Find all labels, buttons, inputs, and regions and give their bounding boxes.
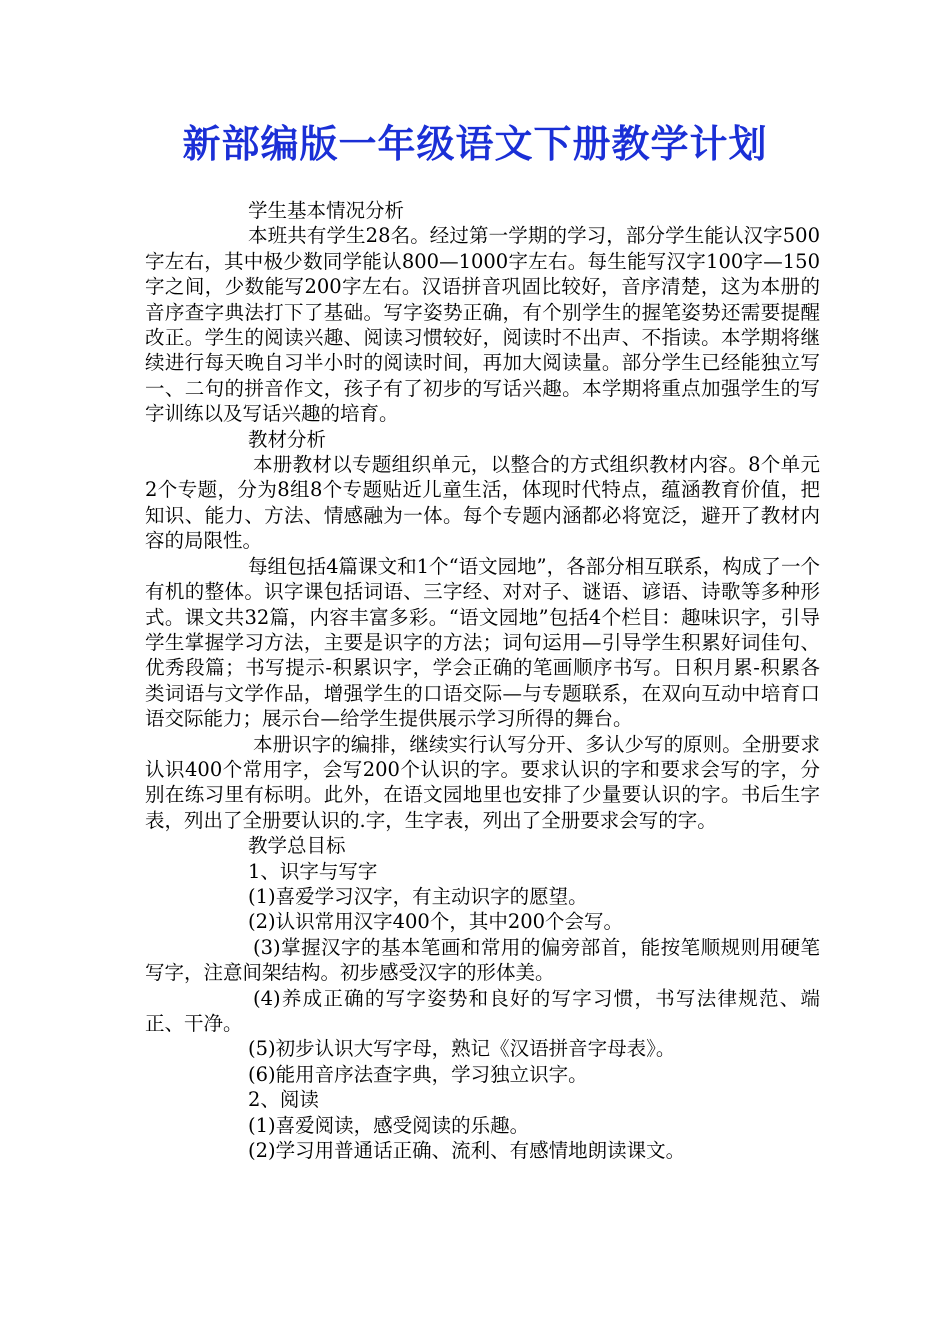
section-heading-student-analysis: 学生基本情况分析 [248, 199, 405, 222]
paragraph-textbook-analysis-1: 本册教材以专题组织单元，以整合的方式组织教材内容。8个单元2个专题，分为8组8个专题贴近儿童生活，体现时代特点，蕴涵教育价值，把知识、能力、方法、情感融为一体。每个专题内涵都必将宽泛，避开了教材内容的局限性。 [145, 453, 820, 553]
subheading-reading: 2、阅读 [248, 1088, 319, 1112]
list-item: (3)掌握汉字的基本笔画和常用的偏旁部首，能按笔顺规则用硬笔写字，注意间架结构。初步感受汉字的形体美。 [145, 935, 820, 985]
list-item: (2)学习用普通话正确、流利、有感情地朗读课文。 [248, 1139, 686, 1163]
paragraph-textbook-analysis-3: 本册识字的编排，继续实行认写分开、多认少写的原则。全册要求认识400个常用字，会写200个认识的字。要求认识的字和要求会写的字，分别在练习里有标明。此外，在语文园地里也安排了少量要认识的字。书后生字表，列出了全册要认识的.字，生字表，列出了全册要求会写的字。 [145, 732, 820, 832]
section-heading-textbook-analysis: 教材分析 [248, 427, 327, 451]
section-heading-goals: 教学总目标 [248, 834, 346, 858]
document-body [145, 198, 820, 1163]
document-title: 新部编版一年级语文下册教学计划 [182, 121, 768, 166]
list-item: (4)养成正确的写字姿势和良好的写字习惯，书写法律规范、端正、干净。 [145, 986, 820, 1035]
list-item: (5)初步认识大写字母，熟记《汉语拼音字母表》。 [248, 1037, 676, 1061]
paragraph-student-analysis: 本班共有学生28名。经过第一学期的学习，部分学生能认汉字500字左右，其中极少数同学能认800—1000字左右。每生能写汉字100字—150字之间，少数能写200字左右。汉语拼音巩固比较好，音序清楚，这为本册的音序查字典法打下了基础。写字姿势正确，有个别学生的握笔姿势还需要提醒改正。学生的阅读兴趣、阅读习惯较好，阅读时不出声、不指读。本学期将继续进行每天晚自习半小时的阅读时间，再加大阅读量。部分学生已经能独立写一、二句的拼音作文，孩子有了初步的写话兴趣。本学期将重点加强学生的写字训练以及写话兴趣的培育。 [145, 224, 820, 426]
list-item: (6)能用音序法查字典，学习独立识字。 [248, 1062, 588, 1086]
paragraph-textbook-analysis-2: 每组包括4篇课文和1个“语文园地”，各部分相互联系，构成了一个有机的整体。识字课包括词语、三字经、对对子、谜语、谚语、诗歌等多种形式。课文共32篇，内容丰富多彩。“语文园地”包括4个栏目：趣味识字，引导学生掌握学习方法，主要是识字的方法；词句运用—引导学生积累好词佳句、优秀段篇；书写提示-积累识字，学会正确的笔画顺序书写。日积月累-积累各类词语与文学作品，增强学生的口语交际—与专题联系，在双向互动中培育口语交际能力；展示台—给学生提供展示学习所得的舞台。 [145, 554, 820, 731]
list-item: (1)喜爱阅读，感受阅读的乐趣。 [248, 1113, 530, 1137]
subheading-literacy: 1、识字与写字 [248, 859, 378, 883]
list-item: (2)认识常用汉字400个，其中200个会写。 [248, 910, 624, 934]
list-item: (1)喜爱学习汉字，有主动识字的愿望。 [248, 884, 588, 908]
